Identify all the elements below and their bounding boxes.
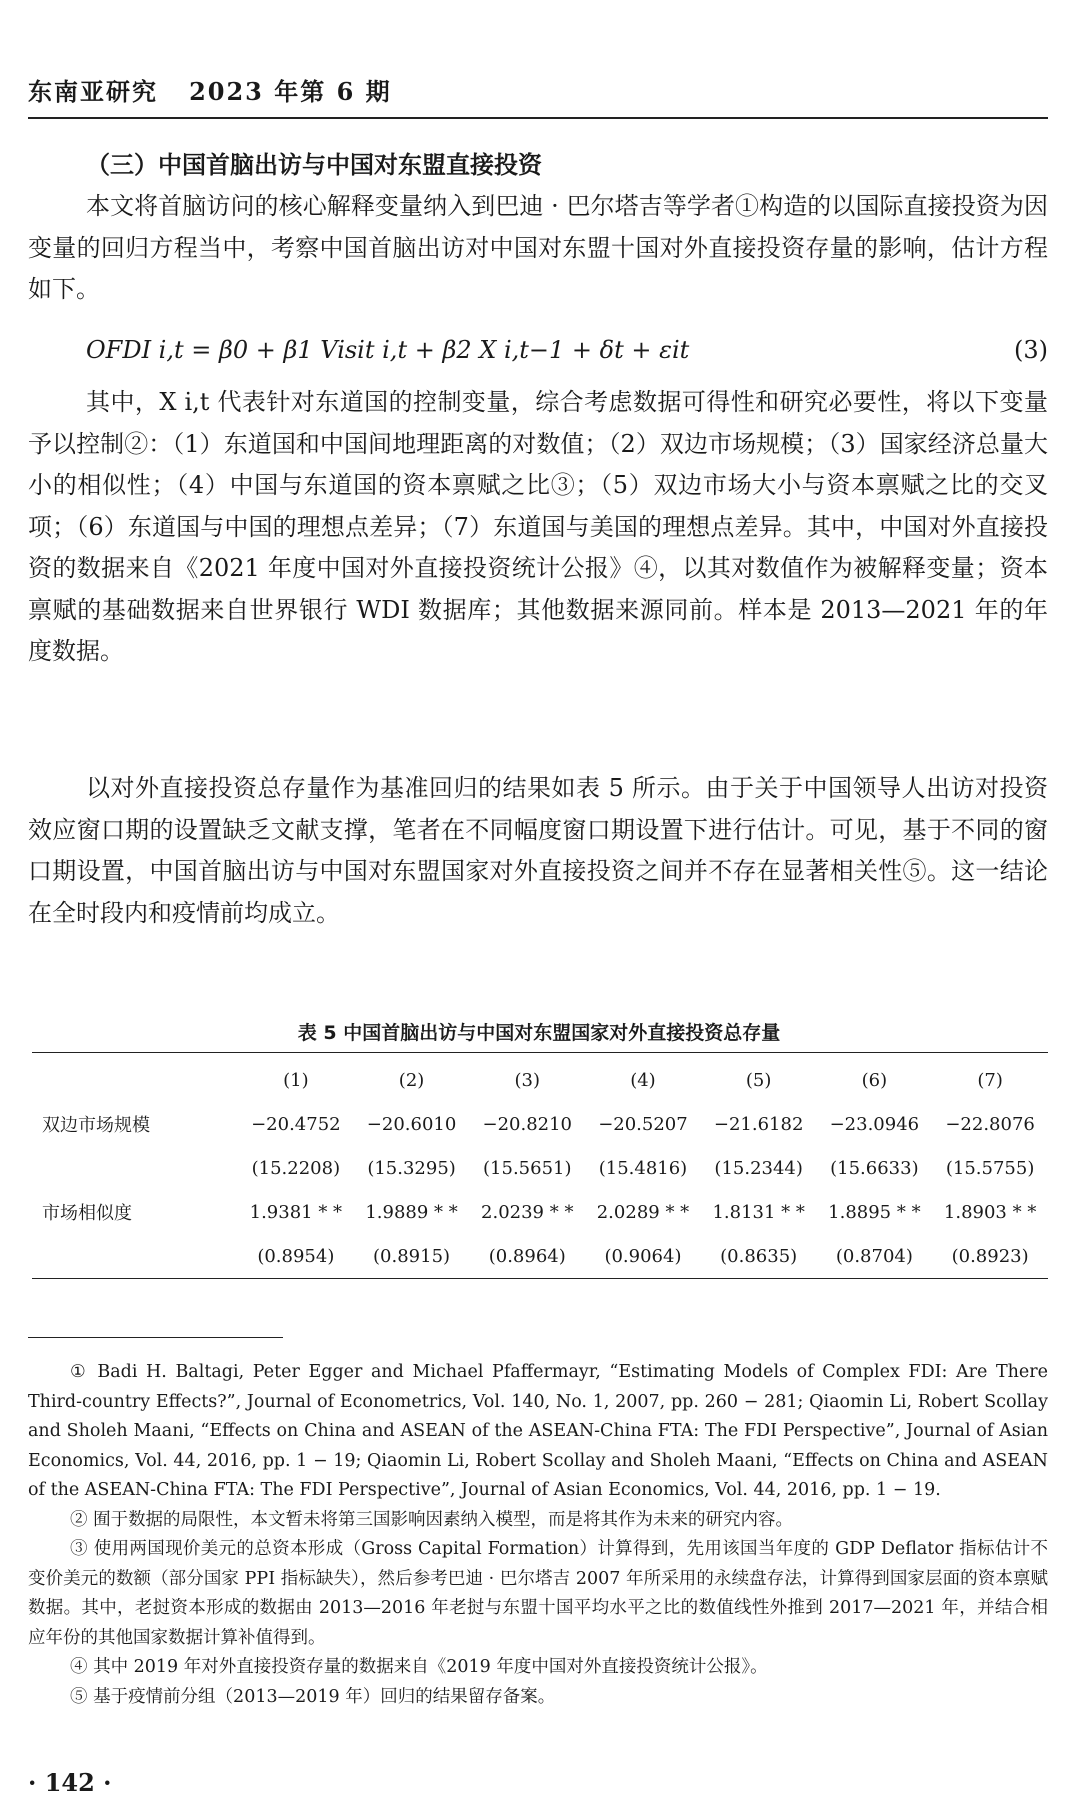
table-row	[32, 1190, 1048, 1234]
column-header: (6)	[861, 1069, 888, 1091]
table-cell: (15.5651)	[483, 1157, 572, 1179]
results-table	[32, 1058, 1048, 1278]
footnote-4: ④ 其中 2019 年对外直接投资存量的数据来自《2019 年度中国对外直接投资统计公报》。	[70, 1657, 768, 1677]
row-label: 双边市场规模	[42, 1115, 150, 1136]
paragraph-2: 其中，X i,t 代表针对东道国的控制变量，综合考虑数据可得性和研究必要性，将以下变量予以控制②：（1）东道国和中国间地理距离的对数值；（2）双边市场规模；（3）国家经济总量大小的相似性；（4）中国与东道国的资本禀赋之比③；（5）双边市场大小与资本禀赋之比的交叉项；（6）东道国与中国的理想点差异；（7）东道国与美国的理想点差异。其中，中国对外直接投资的数据来自《2021 年度中国对外直接投资统计公报》④，以其对数值作为被解释变量；资本禀赋的基础数据来自世界银行 WDI 数据库；其他数据来源同前。样本是 2013—2021 年的年度数据。	[28, 388, 1048, 665]
equation-number: (3)	[1014, 336, 1048, 364]
table-cell: (0.8635)	[720, 1245, 798, 1267]
table-cell: −22.8076	[945, 1113, 1035, 1135]
table-cell: −23.0946	[829, 1113, 920, 1135]
table-cell: (15.5755)	[945, 1157, 1035, 1179]
table-cell: (0.8704)	[835, 1245, 913, 1267]
table-cell: (15.6633)	[830, 1157, 919, 1179]
table-cell: (15.2344)	[714, 1157, 803, 1179]
table-cell: (15.4816)	[598, 1157, 688, 1179]
table-cell: (15.3295)	[367, 1157, 456, 1179]
table-cell: −20.4752	[251, 1113, 341, 1135]
table-cell: (0.8923)	[951, 1245, 1029, 1267]
footnote-rule	[28, 1337, 283, 1338]
table-cell: 1.9889 * *	[365, 1201, 458, 1223]
table-cell: 1.8895 * *	[828, 1201, 921, 1223]
column-header: (1)	[283, 1069, 309, 1091]
table-cell: −21.6182	[713, 1113, 804, 1135]
table-caption: 表 5 中国首脑出访与中国对东盟国家对外直接投资总存量	[297, 1022, 781, 1044]
table-header-row	[32, 1058, 1048, 1102]
footnotes	[28, 1358, 1048, 1712]
table-row	[32, 1146, 1048, 1190]
table-cell: (0.8954)	[257, 1245, 335, 1267]
paragraph-3: 以对外直接投资总存量作为基准回归的结果如表 5 所示。由于关于中国领导人出访对投资效应窗口期的设置缺乏文献支撑，笔者在不同幅度窗口期设置下进行估计。可见，基于不同的窗口期设置，中国首脑出访与中国对东盟国家对外直接投资之间并不存在显著相关性⑤。这一结论在全时段内和疫情前均成立。	[28, 774, 1048, 927]
column-header: (3)	[514, 1069, 540, 1091]
column-header: (4)	[630, 1069, 656, 1091]
table-cell: (0.8915)	[373, 1245, 451, 1267]
page-number: · 142 ·	[28, 1768, 112, 1797]
row-label: 市场相似度	[42, 1203, 132, 1224]
table-cell: −20.5207	[598, 1113, 688, 1135]
table-cell: 1.8903 * *	[943, 1201, 1037, 1223]
section-title: （三）中国首脑出访与中国对东盟直接投资	[86, 150, 542, 179]
table-cell: (15.2208)	[251, 1157, 341, 1179]
table-cell: (0.8964)	[488, 1245, 566, 1267]
table-cell: 1.8131 * *	[712, 1201, 805, 1223]
footnote-3: ③ 使用两国现价美元的总资本形成（Gross Capital Formation）计算得到，先用该国当年度的 GDP Deflator 指标估计不变价美元的数额（部分国家 PPI 指标缺失），然后参考巴迪 · 巴尔塔吉 2007 年所采用的永续盘存法，计算得到国家层面的资本禀赋数据。其中，老挝资本形成的数据由 2013—2016 年老挝与东盟十国平均水平之比的数值线性外推到 2017—2021 年，并结合相应年份的其他国家数据计算补值得到。	[28, 1539, 1048, 1648]
equation-text: OFDI i,t = β0 + β1 Visit i,t + β2 X i,t−1 + δt + εit	[86, 336, 690, 364]
table-cell: −20.8210	[482, 1113, 573, 1135]
footnote-5: ⑤ 基于疫情前分组（2013—2019 年）回归的结果留存备案。	[70, 1686, 556, 1707]
issue-label: 2023 年第 6 期	[189, 77, 392, 106]
column-header: (2)	[398, 1069, 425, 1091]
paragraph-1: 本文将首脑访问的核心解释变量纳入到巴迪 · 巴尔塔吉等学者①构造的以国际直接投资为因变量的回归方程当中，考察中国首脑出访对中国对东盟十国对外直接投资存量的影响，估计方程如下。	[28, 192, 1048, 303]
table-row	[32, 1102, 1048, 1146]
table-cell: (0.9064)	[604, 1245, 682, 1267]
column-header: (7)	[977, 1069, 1003, 1091]
footnote-1: ① Badi H. Baltagi, Peter Egger and Michael Pfaffermayr, “Estimating Models of Complex FDI: Are There Third-country Effects?”, Journal of Econometrics, Vol. 140, No. 1, 2007, pp. 260 − 281; Qiaomin Li, Robert Scollay and Sholeh Maani, “Effects on China and ASEAN of the ASEAN-China FTA: The FDI Perspective”, Journal of Asian Economics, Vol. 44, 2016, pp. 1 − 19; Qiaomin Li, Robert Scollay and Sholeh Maani, “Effects on China and ASEAN of the ASEAN-China FTA: The FDI Perspective”, Journal of Asian Economics, Vol. 44, 2016, pp. 1 − 19.	[28, 1362, 1048, 1500]
header-corner	[32, 1058, 238, 1102]
header-rule	[28, 117, 1048, 119]
table-bottom-rule	[32, 1278, 1048, 1279]
column-header: (5)	[745, 1069, 772, 1091]
table-cell: 1.9381 * *	[249, 1201, 343, 1223]
table-top-rule	[32, 1052, 1048, 1053]
journal-name: 东南亚研究	[28, 77, 158, 106]
footnote-2: ② 囿于数据的局限性，本文暂未将第三国影响因素纳入模型，而是将其作为未来的研究内容。	[70, 1509, 794, 1530]
row-label	[32, 1146, 238, 1190]
table-cell: 2.0289 * *	[596, 1201, 690, 1223]
running-header	[28, 72, 1048, 120]
table-cell: −20.6010	[366, 1113, 457, 1135]
row-label	[32, 1234, 238, 1278]
table-cell: 2.0239 * *	[481, 1201, 574, 1223]
table-row	[32, 1234, 1048, 1278]
equation-3	[86, 336, 1048, 376]
